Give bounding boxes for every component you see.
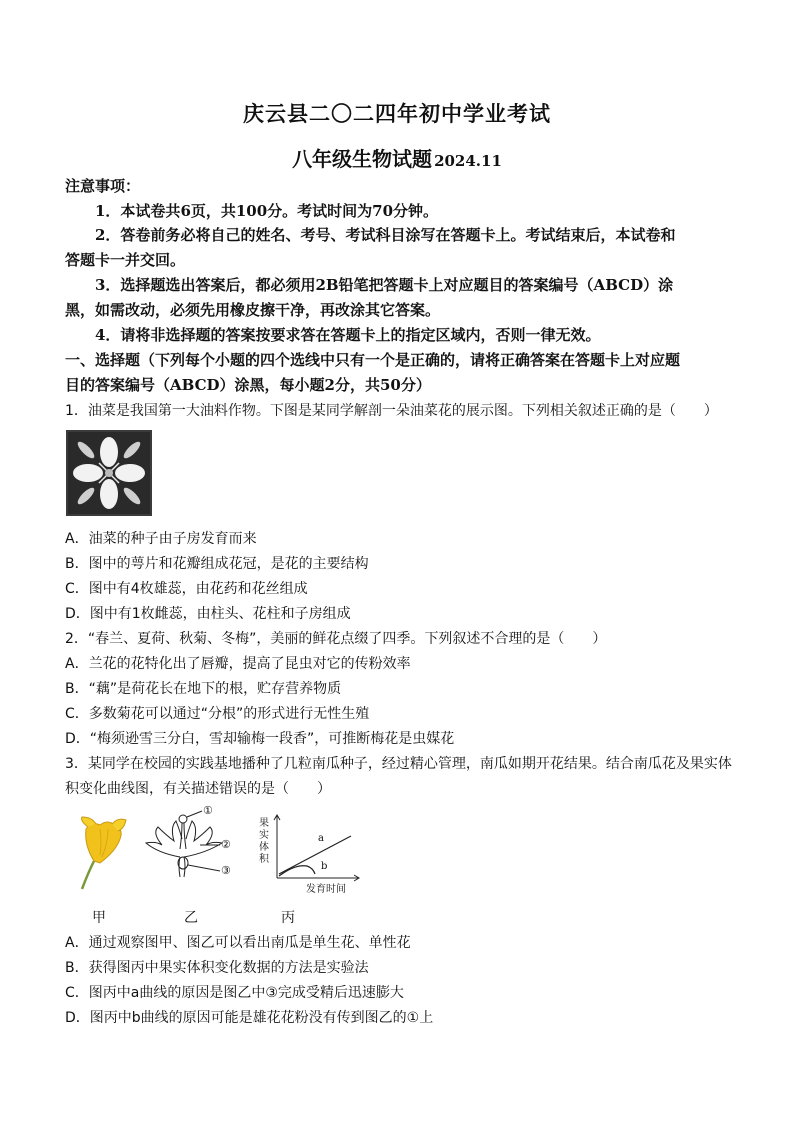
q2-option-b: B．“藕”是荷花长在地下的根，贮存营养物质	[65, 681, 342, 697]
note-1: 1．本试卷共6页，共100分。考试时间为70分钟。	[95, 202, 439, 220]
q3-option-d: D．图丙中b曲线的原因可能是雄花花粉没有传到图乙的①上	[65, 1010, 434, 1026]
q2-option-c: C．多数菊花可以通过“分根”的形式进行无性生殖	[65, 706, 370, 722]
figure-label-bing: 丙	[281, 910, 295, 926]
section1-line1: 一、选择题（下列每个小题的四个选线中只有一个是正确的，请将正确答案在答题卡上对应题	[65, 351, 681, 369]
graph-y-label: 果实体积	[259, 818, 269, 865]
q1-option-a: A．油菜的种子由子房发育而来	[65, 531, 257, 547]
graph-x-label: 发育时间	[306, 884, 346, 895]
label-circle-2: ②	[221, 838, 231, 851]
subject-title: 八年级生物试题	[292, 147, 433, 171]
q2-option-d: D．“梅须逊雪三分白，雪却输梅一段香”，可推断梅花是虫媒花	[65, 731, 455, 747]
q3-option-b: B．获得图丙中果实体积变化数据的方法是实验法	[65, 960, 369, 976]
pumpkin-flower-figure	[72, 815, 132, 893]
q1-option-d: D．图中有1枚雌蕊，由柱头、花柱和子房组成	[65, 606, 351, 622]
figure-label-yi: 乙	[184, 910, 198, 926]
q1-option-b: B．图中的萼片和花瓣组成花冠，是花的主要结构	[65, 556, 369, 572]
q3-option-a: A．通过观察图甲、图乙可以看出南瓜是单生花、单性花	[65, 935, 411, 951]
label-circle-1: ①	[203, 804, 213, 817]
note-3-line2: 黑，如需改动，必须先用橡皮擦干净，再改涂其它答案。	[65, 301, 441, 319]
figure-label-jia: 甲	[92, 910, 106, 926]
notes-heading: 注意事项：	[65, 177, 141, 195]
section1-line2: 目的答案编号（ABCD）涂黑，每小题2分，共50分）	[65, 376, 431, 394]
exam-subtitle	[0, 143, 794, 172]
label-circle-3: ③	[221, 864, 231, 877]
q1-option-c: C．图中有4枚雄蕊，由花药和花丝组成	[65, 581, 308, 597]
note-2-line2: 答题卡一并交回。	[65, 251, 186, 269]
graph-line-a-label: a	[318, 833, 324, 844]
exam-date: 2024.11	[434, 152, 502, 170]
q3-stem-line1: 3．某同学在校园的实践基地播种了几粒南瓜种子，经过精心管理，南瓜如期开花结果。结合南瓜花及果实体	[65, 756, 732, 772]
q2-option-a: A．兰花的花特化出了唇瓣，提高了昆虫对它的传粉效率	[65, 656, 411, 672]
note-2-line1: 2．答卷前务必将自己的姓名、考号、考试科目涂写在答题卡上。考试结束后，本试卷和	[95, 226, 676, 244]
q3-stem-line2: 积变化曲线图，有关描述错误的是（ ）	[65, 781, 331, 797]
q3-option-c: C．图丙中a曲线的原因是图乙中③完成受精后迅速膨大	[65, 985, 404, 1001]
note-3-line1: 3．选择题选出答案后，都必须用2B铅笔把答题卡上对应题目的答案编号（ABCD）涂	[95, 276, 674, 294]
graph-line-b-label: b	[321, 861, 328, 872]
q1-stem: 1．油菜是我国第一大油料作物。下图是某同学解剖一朵油菜花的展示图。下列相关叙述正确的是（ ）	[65, 403, 718, 419]
rapeseed-flower-photo	[66, 430, 152, 516]
q2-stem: 2．“春兰、夏荷、秋菊、冬梅”，美丽的鲜花点缀了四季。下列叙述不合理的是（ ）	[65, 631, 607, 647]
note-4: 4．请将非选择题的答案按要求答在答题卡上的指定区域内，否则一律无效。	[95, 326, 601, 344]
exam-title: 庆云县二〇二四年初中学业考试	[243, 101, 551, 126]
